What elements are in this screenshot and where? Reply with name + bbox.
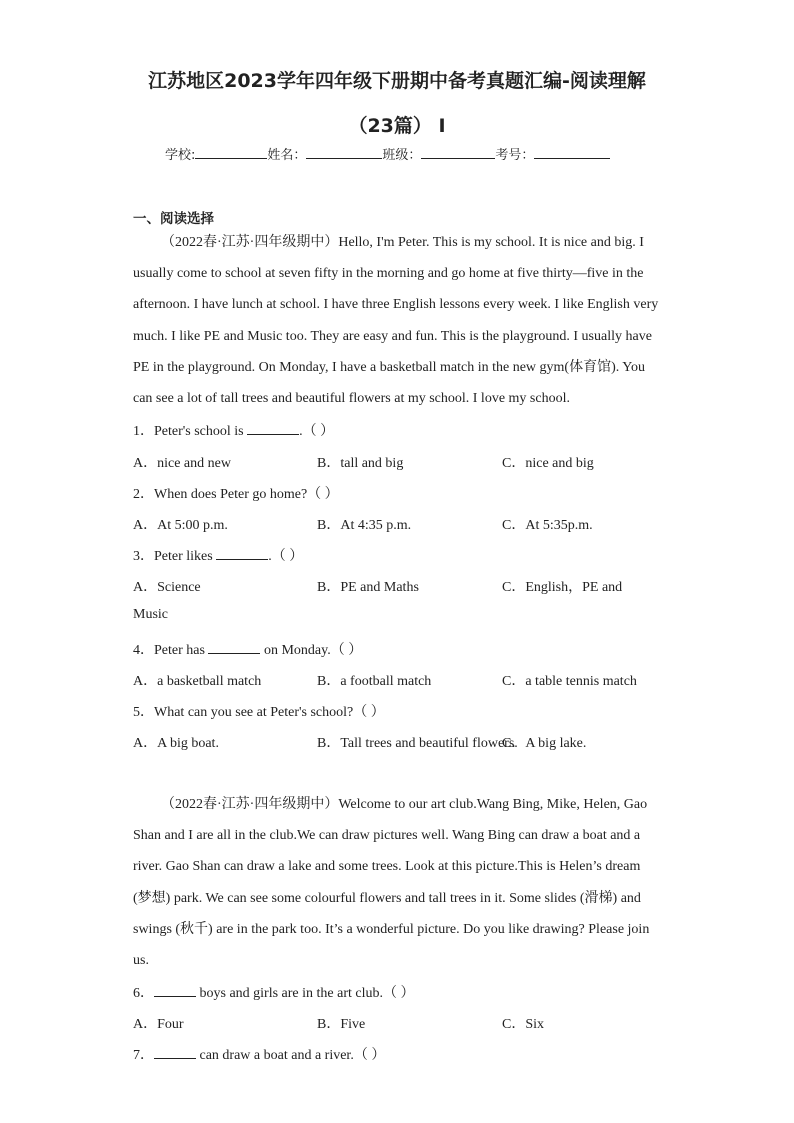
question-stem-end: can draw a boat and a river.（ ） xyxy=(196,1048,386,1063)
passage-source: （2022春·江苏·四年级期中） xyxy=(161,797,339,812)
class-field[interactable] xyxy=(421,144,495,159)
answer-blank[interactable] xyxy=(247,421,299,435)
question-stem-end: boys and girls are in the art club.（ ） xyxy=(196,986,415,1001)
question-5 xyxy=(133,701,385,721)
question-stem: 4．Peter has xyxy=(133,643,209,658)
question-stem-end: .（ ） xyxy=(268,549,304,564)
question-stem: 1．Peter's school is xyxy=(133,424,248,439)
page-title: 江苏地区2023学年四年级下册期中备考真题汇编-阅读理解 xyxy=(148,70,646,92)
option-a[interactable]: A．a basketball match xyxy=(133,674,262,689)
passage-text: Hello, I'm Peter. This is my school. It is nice and big. I usually come to school at seven fifty in the morning and go home at five thirty—five in the afternoon. I have lunch at school. I have three English lessons every week. I like English very much. I like PE and Music too. They are easy and fun. This is the playground. I usually have PE in the playground. On Monday, I have a basketball match in the new gym(体育馆). You can see a lot of tall trees and beautiful flowers at my school. I love my school. xyxy=(133,235,659,407)
option-c[interactable]: C．English，PE and xyxy=(502,580,623,595)
question-2 xyxy=(133,483,339,503)
option-c-continued: Music xyxy=(133,607,168,622)
option-b[interactable]: B．Five xyxy=(317,1017,366,1032)
option-b[interactable]: B．Tall trees and beautiful flowers. xyxy=(317,736,518,751)
option-b[interactable]: B．At 4:35 p.m. xyxy=(317,518,412,533)
option-c[interactable]: C．Six xyxy=(502,1017,545,1032)
school-label: 学校: xyxy=(165,148,196,163)
answer-blank[interactable] xyxy=(154,983,196,997)
section-heading: 一、阅读选择 xyxy=(133,211,214,227)
reading-passage-1 xyxy=(133,227,661,414)
question-stem-end: on Monday.（ ） xyxy=(260,643,363,658)
option-a[interactable]: A．Science xyxy=(133,580,201,595)
option-a[interactable]: A．A big boat. xyxy=(133,736,219,751)
name-field[interactable] xyxy=(306,144,382,159)
reading-passage-2 xyxy=(133,789,661,976)
question-1 xyxy=(133,420,334,440)
number-label: 考号： xyxy=(495,148,535,163)
question-stem: 3．Peter likes xyxy=(133,549,217,564)
question-stem: 2．When does Peter go home?（ ） xyxy=(133,487,339,502)
option-a[interactable]: A．Four xyxy=(133,1017,184,1032)
option-c[interactable]: C．At 5:35p.m. xyxy=(502,518,593,533)
option-c[interactable]: C．nice and big xyxy=(502,456,594,471)
class-label: 班级： xyxy=(382,148,422,163)
question-stem-end: .（ ） xyxy=(299,424,335,439)
answer-blank[interactable] xyxy=(216,546,268,560)
option-c[interactable]: C．a table tennis match xyxy=(502,674,637,689)
option-b[interactable]: B．a football match xyxy=(317,674,432,689)
question-stem: 5．What can you see at Peter's school?（ ） xyxy=(133,705,385,720)
school-field[interactable] xyxy=(195,144,267,159)
question-stem: 6． xyxy=(133,986,154,1001)
question-6 xyxy=(133,982,415,1002)
passage-source: （2022春·江苏·四年级期中） xyxy=(161,235,339,250)
option-c[interactable]: C．A big lake. xyxy=(502,736,587,751)
page-subtitle: （23篇） I xyxy=(348,115,446,137)
number-field[interactable] xyxy=(534,144,610,159)
option-b[interactable]: B．PE and Maths xyxy=(317,580,419,595)
question-stem: 7． xyxy=(133,1048,154,1063)
option-b[interactable]: B．tall and big xyxy=(317,456,404,471)
option-a[interactable]: A．nice and new xyxy=(133,456,231,471)
passage-text: Welcome to our art club.Wang Bing, Mike, Helen, Gao Shan and I are all in the club.We can draw pictures well. Wang Bing can draw a boat and a river. Gao Shan can draw a lake and some trees. Look at this picture.This is Helen’s dream (梦想) park. We can see some colourful flowers and tall trees in it. Some slides (滑梯) and swings (秋千) are in the park too. It’s a wonderful picture. Do you like drawing? Please join us. xyxy=(133,797,650,969)
answer-blank[interactable] xyxy=(154,1045,196,1059)
question-4 xyxy=(133,639,362,659)
student-info-line xyxy=(165,144,610,163)
question-3 xyxy=(133,545,303,565)
question-7 xyxy=(133,1044,385,1064)
answer-blank[interactable] xyxy=(208,640,260,654)
name-label: 姓名： xyxy=(267,148,307,163)
option-a[interactable]: A．At 5:00 p.m. xyxy=(133,518,228,533)
